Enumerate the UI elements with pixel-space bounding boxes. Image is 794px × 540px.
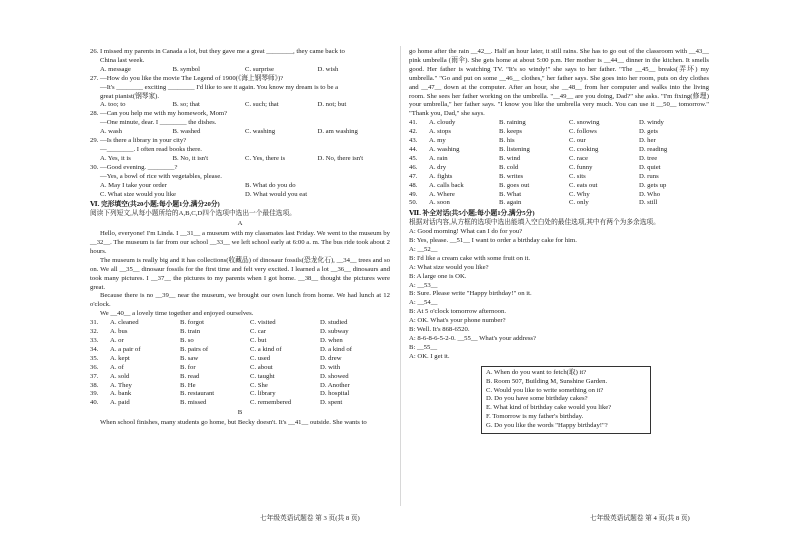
choice-item: D. Do you have some birthday cakes?	[486, 395, 588, 403]
option-cell: 48.	[409, 181, 418, 189]
option: A. message	[100, 65, 131, 73]
option-cell: 46.	[409, 163, 418, 171]
option-cell: C. about	[250, 363, 273, 371]
option-cell: B. He	[180, 381, 196, 389]
choices-box	[481, 366, 651, 434]
option: C. What size would you like	[100, 190, 177, 198]
dialogue	[409, 228, 709, 362]
question-27-line-1: 27. —How do you like the movie The Legend of 1900(《海上钢琴师》)?	[90, 74, 284, 82]
option-cell: 32.	[90, 328, 99, 336]
passage-a-options	[90, 319, 390, 408]
option-cell: B. forgot	[180, 319, 205, 327]
option-cell: C. race	[569, 154, 588, 162]
option-cell: C. car	[250, 328, 266, 336]
option-cell: A. Where	[429, 190, 455, 198]
option-cell: A. bank	[110, 390, 132, 398]
section-7-title: Ⅶ. 补全对话(共5小题;每小题1分,满分5分)	[409, 210, 535, 218]
dialogue-line: A: OK. What's your phone number?	[409, 317, 506, 325]
option-cell: B. wind	[499, 154, 521, 162]
choice-item: E. What kind of birthday cake would you like?	[486, 404, 612, 412]
passage-b-label: B	[237, 409, 243, 417]
question-29-line-1: 29. —Is there a library in your city?	[90, 137, 187, 145]
option-row	[90, 346, 390, 355]
option-cell: 45.	[409, 154, 418, 162]
question-27-options	[90, 101, 390, 110]
option-cell: B. his	[499, 137, 515, 145]
option-cell: 41.	[409, 119, 418, 127]
option-cell: A. dry	[429, 163, 447, 171]
option: D. wish	[317, 65, 339, 73]
option: D. not; but	[317, 101, 347, 109]
option-cell: B. What	[499, 190, 522, 198]
option-cell: A. stops	[429, 128, 451, 136]
question-26-line-2: China last week.	[100, 56, 145, 64]
option-cell: D. still	[639, 199, 658, 207]
option-cell: D. Another	[320, 381, 350, 389]
option-cell: D. gets	[639, 128, 658, 136]
dialogue-line: B: Sure. Please write "Happy birthday!" on it.	[409, 290, 532, 298]
option-row	[409, 199, 709, 208]
choice-item: B. Room 507, Building M, Sunshine Garden.	[486, 377, 608, 385]
dialogue-line: A: OK. I get it.	[409, 352, 450, 360]
passage-a-label: A	[237, 220, 243, 228]
option-cell: 50.	[409, 199, 418, 207]
option-cell: D. subway	[320, 328, 349, 336]
option-cell: B. goes out	[499, 181, 530, 189]
option: A. wash	[100, 128, 122, 136]
option-cell: D. a kind of	[320, 345, 352, 353]
dialogue-line: A: __52__	[409, 245, 438, 253]
passage-b-start: When school finishes, many students go home, but Becky doesn't. It's __41__ outside. She wants to	[100, 419, 367, 427]
option: D. No, there isn't	[317, 154, 364, 162]
option-cell: C. but	[250, 337, 267, 344]
option-cell: 31.	[90, 319, 99, 327]
dialogue-line: A: 8-6-8-6-5-2-0. __55__ What's your address?	[409, 335, 537, 342]
footer-page-4: 七年级英语试题卷 第 4 页(共 8 页)	[590, 515, 690, 522]
option-cell: A. paid	[110, 399, 130, 407]
option-cell: C. remembered	[250, 399, 292, 407]
option-cell: B. writes	[499, 172, 524, 180]
option-row	[90, 328, 390, 337]
option-cell: 42.	[409, 128, 418, 136]
question-27-line-2: —It's ________ exciting ________ I'd like to see it again. You know my dream is to be a	[100, 83, 339, 91]
option-cell: 43.	[409, 137, 418, 145]
option-row	[409, 191, 709, 200]
option-cell: D. hospital	[320, 390, 350, 398]
option-cell: B. read	[180, 372, 200, 380]
option-cell: C. used	[250, 354, 271, 362]
option-cell: C. library	[250, 390, 276, 398]
option-row	[90, 390, 390, 399]
option-cell: C. She	[250, 381, 268, 389]
dialogue-line: B: __55__	[409, 343, 438, 351]
option-row	[90, 364, 390, 373]
option-cell: C. a kind of	[250, 345, 282, 353]
option: D. What would you eat	[245, 190, 308, 198]
option-cell: A. a pair of	[110, 345, 141, 353]
option-cell: B. restaurant	[180, 390, 215, 398]
question-30-line-1: 30. —Good evening. ________?	[90, 163, 178, 171]
option-cell: A. kept	[110, 354, 130, 362]
option-row	[409, 155, 709, 164]
option-cell: D. spent	[320, 399, 343, 407]
option-cell: B. again	[499, 199, 522, 207]
dialogue-line: B: Well. It's 868-6520.	[409, 326, 470, 334]
option-cell: D. with	[320, 363, 341, 371]
question-27-line-3: great pianist(钢琴家).	[100, 92, 160, 100]
option-cell: 34.	[90, 345, 99, 353]
option-cell: D. drew	[320, 354, 342, 362]
option-cell: B. so	[180, 337, 194, 344]
passage-b-options	[409, 119, 709, 208]
option-row	[90, 337, 390, 346]
option-cell: A. bus	[110, 328, 128, 336]
question-28-line-2: —One minute, dear. I ________ the dishes.	[100, 119, 217, 127]
question-28-line-1: 28. —Can you help me with my homework, Mom?	[90, 110, 228, 118]
option: C. washing	[245, 128, 276, 136]
option-cell: 35.	[90, 354, 99, 362]
option-cell: B. cold	[499, 163, 519, 171]
option-row	[409, 146, 709, 155]
option-cell: D. tree	[639, 154, 658, 162]
dialogue-line: B: At 5 o'clock tomorrow afternoon.	[409, 308, 507, 316]
option-cell: D. studied	[320, 319, 348, 327]
passage-a-paragraph: Hello, everyone! I'm Linda. I __31__ a museum with my classmates last Friday. We went to the museum by __32__. The museum is far from our school __33__ we left school early at 6:00 a. m. The bus ride took about 2 hours.	[90, 230, 390, 255]
option-cell: D. gets up	[639, 181, 667, 189]
option-cell: B. missed	[180, 399, 207, 407]
option: A. Yes, it is	[100, 154, 131, 162]
option-cell: 36.	[90, 363, 99, 371]
option-cell: A. calls back	[429, 181, 464, 189]
dialogue-line: A: Good morning! What can I do for you?	[409, 228, 523, 236]
section-6-instructions: 阅读下列短文,从每小题所给的A,B,C,D四个选项中选出一个最佳选项。	[90, 210, 296, 218]
choice-item: F. Tomorrow is my father's birthday.	[486, 413, 584, 421]
option: C. such; that	[245, 101, 279, 109]
option: C. surprise	[245, 65, 274, 73]
option-row	[90, 373, 390, 382]
dialogue-line: B: A large one is OK.	[409, 272, 467, 280]
option-cell: C. funny	[569, 163, 593, 171]
option-cell: D. showed	[320, 372, 349, 380]
option-cell: D. windy	[639, 119, 664, 127]
option: A. May I take your order	[100, 181, 167, 189]
dialogue-line: A: What size would you like?	[409, 263, 489, 271]
option-cell: C. snowing	[569, 119, 600, 127]
passage-a-paragraph: We __40__ a lovely time together and enjoyed ourselves.	[100, 310, 254, 318]
choice-item: A. When do you want to fetch(取) it?	[486, 368, 587, 376]
option-cell: D. quiet	[639, 163, 661, 171]
option-cell: 37.	[90, 372, 99, 380]
option-cell: D. reading	[639, 145, 668, 153]
question-26-line-1: 26. I missed my parents in Canada a lot, but they gave me a great ________, they came back to	[90, 48, 345, 55]
left-page	[90, 48, 390, 428]
question-30-options	[90, 182, 390, 200]
option-cell: B. keeps	[499, 128, 523, 136]
option: B. washed	[172, 128, 201, 136]
option-cell: C. visited	[250, 319, 276, 327]
option-cell: A. sold	[110, 372, 130, 380]
passage-a-paragraph: The museum is really big and it has collections(收藏品) of dinosaur fossils(恐龙化石), __34__ trees and so on. We all __35__ dinosaur fossils for the first time and felt very excited. I learned a lot __36__ dinosaurs and took many pictures. I __37__ the pictures to my parents when I got home. __38__ thought the pictures were great.	[90, 256, 390, 291]
option-cell: A. cloudy	[429, 119, 456, 127]
question-29-line-2: —________. I often read books there.	[100, 145, 202, 153]
option-cell: A. fights	[429, 172, 453, 180]
option: D. am washing	[317, 128, 358, 136]
option-cell: A. rain	[429, 154, 448, 162]
choice-item: C. Would you like to write something on it?	[486, 386, 604, 394]
option-cell: C. sits	[569, 172, 586, 180]
option-cell: B. pairs of	[180, 345, 209, 353]
option-row	[90, 355, 390, 364]
option-cell: C. only	[569, 199, 589, 207]
option-cell: C. Why	[569, 190, 590, 198]
option: B. symbol	[172, 65, 200, 73]
option-cell: 39.	[90, 390, 99, 398]
passage-b-continued: go home after the rain __42__. Half an hour later, it still rains. She has to go out of the classroom with __43__ pink umbrella (雨伞). She gets home at about 5:00 p.m. Her mother is __44__ dinner in the kitchen. It smells good. Her father is watching TV. "It's so windy!" she says to her father. "The __45__ breaks(弄坏) my umbrella." "Go and put on some __46__ clothes," her father says. She goes into her room, puts on dry clothes and __47__ down at the computer. After an hour, she __48__ from her computer and walks into the living room. She sees her father working on the umbrella. "__49__ are you doing, Dad?" she asks. "I'm fixing(修理) your umbrella," her father says. "I know you like the umbrella very much. You can use it __50__ tomorrow." "Thank you, Dad," she says.	[409, 48, 709, 118]
option-row	[409, 173, 709, 182]
option-cell: A. They	[110, 381, 132, 389]
option-cell: D. her	[639, 137, 656, 145]
option-row	[409, 137, 709, 146]
option-cell: B. train	[180, 328, 201, 336]
option-cell: D. when	[320, 337, 343, 344]
option-row	[90, 319, 390, 328]
option-cell: A. soon	[429, 199, 450, 207]
option-cell: C. our	[569, 137, 586, 145]
option-cell: B. listening	[499, 145, 530, 153]
option-cell: B. saw	[180, 354, 199, 362]
passage-a-paragraph: Because there is no __39__ near the museum, we brought our own lunch from home. We had lunch at 12 o'clock.	[90, 292, 390, 309]
option: B. No, it isn't	[172, 154, 209, 162]
footer-page-3: 七年级英语试题卷 第 3 页(共 8 页)	[260, 515, 360, 522]
column-divider	[400, 46, 401, 506]
option-cell: D. Who	[639, 190, 661, 198]
section-6-title: Ⅵ. 完形填空(共20小题;每小题1分,满分20分)	[90, 201, 220, 209]
dialogue-line: A: __54__	[409, 299, 438, 307]
option-cell: A. or	[110, 337, 124, 344]
option-cell: 47.	[409, 172, 418, 180]
dialogue-line: B: I'd like a cream cake with some fruit on it.	[409, 254, 530, 262]
option-cell: A. of	[110, 363, 124, 371]
option-cell: B. for	[180, 363, 196, 371]
option-row	[90, 399, 390, 408]
option-cell: 33.	[90, 337, 99, 344]
option-cell: C. follows	[569, 128, 597, 136]
option: B. What do you do	[245, 181, 296, 189]
right-page	[409, 48, 709, 434]
option-cell: D. runs	[639, 172, 659, 180]
option-cell: 40.	[90, 399, 99, 407]
option-cell: B. raining	[499, 119, 526, 127]
option-row	[409, 182, 709, 191]
option: C. Yes, there is	[245, 154, 286, 162]
option-row	[409, 164, 709, 173]
option-cell: 38.	[90, 381, 99, 389]
option-cell: 49.	[409, 190, 418, 198]
question-28-options	[90, 128, 390, 137]
section-7-instructions: 根据对话内容,从方框的选项中选出能填入空白处的最佳选项,其中有两个为多余选项。	[409, 219, 660, 227]
option-cell: A. cleaned	[110, 319, 139, 327]
option: B. so; that	[172, 101, 200, 109]
question-29-options	[90, 155, 390, 164]
option-cell: A. washing	[429, 145, 460, 153]
option-cell: C. eats out	[569, 181, 598, 189]
option-row	[90, 382, 390, 391]
dialogue-line: B: Yes, please. __51__ I want to order a birthday cake for him.	[409, 237, 577, 245]
dialogue-line: A: __53__	[409, 281, 438, 289]
option-cell: C. cooking	[569, 145, 599, 153]
question-30-line-2: —Yes, a bowl of rice with vegetables, please.	[100, 172, 222, 180]
choice-item: G. Do you like the words "Happy birthday!"?	[486, 422, 608, 430]
option: A. too; to	[100, 101, 126, 109]
option-cell: 44.	[409, 145, 418, 153]
option-row	[409, 128, 709, 137]
option-cell: C. taught	[250, 372, 275, 380]
option-row	[409, 119, 709, 128]
question-26-options	[90, 66, 390, 75]
option-cell: A. my	[429, 137, 446, 145]
